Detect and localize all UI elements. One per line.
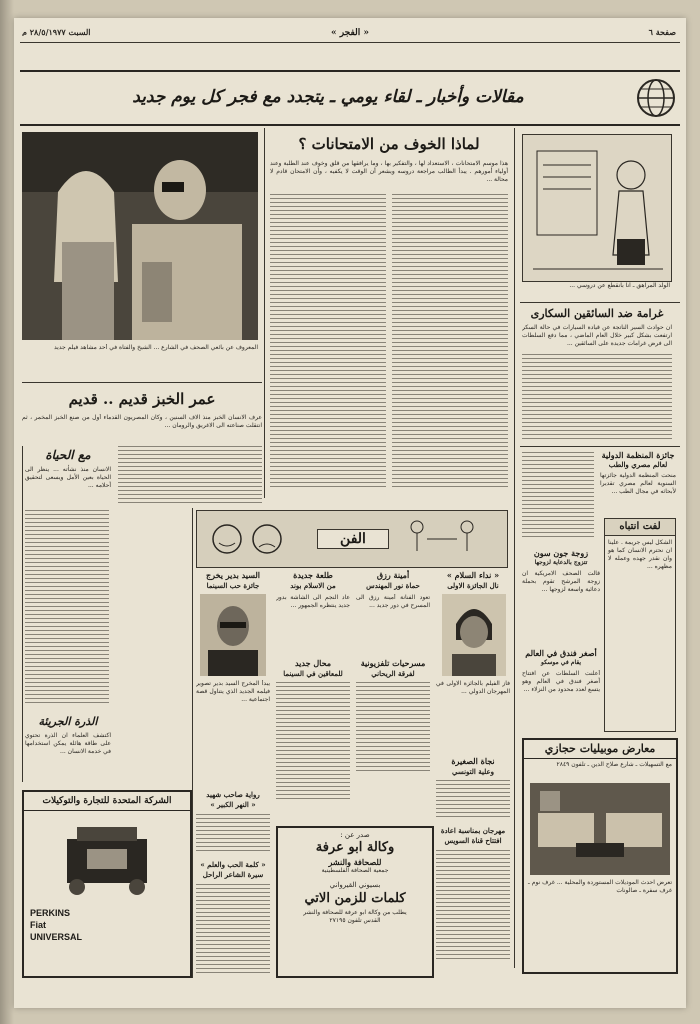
arts-story-2-subhead: من الاسلام بوند	[290, 581, 336, 590]
arts-secondary-5-subhead: « النهر الكبير »	[210, 800, 256, 809]
portrait-icon-2	[442, 594, 506, 676]
agency-note: يطلب من وكالة ابو عرفة للصحافة والنشر	[303, 909, 407, 916]
arts-secondary-2-subhead: لفرقة الريحاني	[371, 669, 415, 678]
atom-headline: الذرة الجريئة	[38, 715, 98, 728]
brand-perkins: PERKINS	[30, 908, 71, 918]
atom-body: اكتشف العلماء ان الذرة تحتوي على طاقة هائلة يمكن استخدامها في خدمة الانسان ...	[25, 732, 111, 755]
arts-secondary-1-subhead: للمعاقين في السينما	[283, 669, 343, 678]
arts-secondary-5-headline: رواية صاحب شهيد	[206, 790, 260, 799]
main-article-lead: هذا موسم الامتحانات ، الاستعداد لها ، والتفكير بها ، وما يرافقها من قلق وخوف عند الطلبة وعند أولياء أمورهم . يبدأ الطالب مراجعة دروسه ويشعر أن الوقت لا يكفيه ، وأن الامتحان قادم لا محالة ...	[270, 160, 508, 183]
arts-story-4-photo	[442, 594, 506, 676]
arts-secondary-4-subhead: افتتاح قناة السويس	[444, 836, 502, 845]
arts-banner	[196, 510, 508, 568]
rule-right-1	[520, 302, 680, 303]
cartoon	[522, 134, 672, 282]
arts-story-4-headline: « نداء السلام »	[446, 570, 500, 580]
header-rule	[20, 42, 680, 43]
furniture-ad-footer: مع التسهيلات ـ شارع صلاح الدين ـ تلفون ٢٨٤٩	[556, 761, 672, 768]
wife-headline: زوجة جون سون	[533, 548, 589, 558]
award-body: منحت المنظمة الدولية جائزتها السنوية لعالم مصري تقديرا لأبحاثه في مجال الطب ...	[600, 472, 676, 495]
arts-secondary-2-headline: مسرحيات تلفزيونية	[360, 658, 426, 668]
arts-secondary-4-text	[436, 850, 510, 960]
life-column	[22, 446, 113, 782]
newspaper-page	[14, 18, 686, 1008]
people-photo-icon	[22, 132, 258, 340]
arts-story-3-headline: أمينة رزق	[376, 570, 410, 580]
hotel-body: أعلنت السلطات عن افتتاح أصغر فندق في العالم وهو يتسع لعدد محدود من النزلاء ...	[522, 670, 600, 693]
bread-text	[118, 446, 262, 506]
life-body: الانسان منذ نشأته ... ينظر الى الحياة بعين الأمل ويسعى لتحقيق أحلامه ...	[25, 466, 111, 489]
wife-body: قالت الصحف الامريكية ان زوجة المرشح تقوم بحملة دعائية واسعة لزوجها ...	[522, 570, 600, 593]
cartoon-drawing-icon	[523, 135, 671, 281]
binding-shadow	[0, 0, 14, 1024]
agency-address: القدس تلفون ٢٧١٩٥	[329, 917, 381, 924]
hotel-headline: أصغر فندق في العالم	[525, 648, 597, 658]
life-headline: مع الحياة	[45, 448, 91, 462]
bread-headline: عمر الخبز قديم .. قديم	[68, 390, 216, 408]
arts-secondary-3-headline: نجاة الصغيرة	[451, 756, 495, 766]
main-article-text	[270, 194, 386, 490]
main-article-text-2	[392, 194, 508, 490]
paper-name: « الفجر »	[330, 28, 370, 38]
hotel-subhead: يقام في موسكو	[540, 659, 582, 666]
arts-story-2-headline: طلعة جديدة	[293, 570, 333, 580]
attention-title: لفت انتباه	[605, 519, 675, 536]
arts-story-1-subhead: جائزة حب السينما	[206, 581, 260, 590]
dancers-icon	[397, 517, 497, 561]
agency-author: بسيوني القيرواني	[329, 881, 381, 889]
main-headline: لماذا الخوف من الامتحانات ؟	[298, 135, 480, 153]
globe-icon	[636, 78, 676, 118]
award-subhead: لعالم مصري والطب	[608, 460, 668, 469]
furniture-ad	[522, 738, 678, 974]
award-text	[522, 452, 594, 540]
arts-story-4-subhead: نال الجائزة الاولى	[447, 581, 499, 590]
arts-secondary-6-headline: « كلمة الحب والعلم »	[200, 860, 266, 869]
agency-ad	[276, 826, 434, 978]
issue-date: السبت ٢٨/٥/١٩٧٧ م	[22, 28, 91, 36]
smokers-text	[522, 354, 672, 440]
agency-line2: جمعية الصحافة الفلسطينية	[321, 867, 389, 874]
award-headline: جائزة المنظمة الدولية	[601, 450, 675, 460]
smokers-headline: غرامة ضد السائقين السكارى	[530, 307, 664, 320]
arts-story-1-body: يبدأ المخرج السيد بدير تصوير فيلمه الجديد الذي يتناول قصة اجتماعية ...	[196, 680, 270, 703]
cartoon-caption: الولد المراهق ـ انا بانقطع عن دروسي ...	[569, 282, 670, 289]
arts-secondary-3-subhead: وعلية التونسي	[451, 767, 494, 776]
masks-icon	[207, 519, 297, 559]
furniture-ad-title: معارض موبيليات حجازي	[524, 740, 676, 759]
bread-body: عرف الانسان الخبز منذ آلاف السنين ، وكان المصريون القدماء أول من صنع الخبز المخمر ، ثم انتقلت صناعته الى الاغريق والرومان ...	[22, 414, 262, 429]
furniture-ad-body: تعرض احدث الموديلات المستوردة والمحلية ... غرف نوم ـ غرف سفرة ـ صالونات	[528, 879, 672, 894]
arts-secondary-1-headline: محال جديد	[294, 658, 332, 668]
arts-story-3-body: تعود الفنانة أمينة رزق الى المسرح في دور جديد ...	[356, 594, 430, 609]
brand-universal: UNIVERSAL	[30, 932, 83, 942]
arts-secondary-5-text	[196, 814, 270, 854]
smokers-body: ان حوادث السير الناتجة عن قيادة السيارات في حالة السكر ارتفعت بشكل كبير خلال العام الماضي ، مما دفع السلطات الى فرض غرامات جديدة على السائقين ...	[522, 324, 672, 347]
agency-pre: صدر عن :	[340, 831, 370, 839]
rule-right-2	[520, 446, 680, 447]
life-text	[25, 510, 109, 706]
column-divider-3	[192, 508, 193, 978]
page-label: صفحة ٦	[648, 28, 676, 36]
arts-secondary-1-text	[276, 682, 350, 802]
banner	[20, 70, 680, 126]
top-photo	[22, 132, 258, 340]
banner-title: مقالات وأخبار ـ لقاء يومي ـ يتجدد مع فجر كل يوم جديد	[132, 87, 524, 107]
brand-fiat: Fiat	[30, 920, 47, 930]
agency-name: وكالة ابو عرفة	[315, 840, 395, 855]
arts-secondary-4-headline: مهرجان بمناسبة اعادة	[440, 826, 506, 835]
arts-banner-label: الفن	[317, 529, 389, 549]
company-ad-title: الشركة المتحدة للتجارة والتوكيلات	[24, 792, 190, 811]
attention-body: الشكل ليس جريمة . علينا ان نحترم الانسان كما هو وان نقدر جهده وعمله لا مظهره ...	[608, 539, 672, 570]
rule-left-1	[22, 382, 262, 383]
agency-book-title: كلمات للزمن الاتي	[304, 891, 406, 906]
arts-secondary-6-subhead: سيرة الشاعر الراحل	[202, 870, 264, 879]
arts-story-2-body: عاد النجم الى الشاشة بدور جديد ينتظره الجمهور ...	[276, 594, 350, 609]
column-divider-2	[514, 128, 515, 968]
column-divider-1	[264, 128, 265, 498]
arts-secondary-3-text	[436, 780, 510, 820]
arts-story-3-subhead: حماة نور المهندس	[366, 581, 420, 590]
company-ad	[22, 790, 192, 978]
sofa-icon	[530, 783, 670, 875]
arts-secondary-6-text	[196, 884, 270, 974]
top-photo-caption: المعروف عن بائعي الصحف في الشارع ... الشيخ والفتاة في أحد مشاهد فيلم جديد	[54, 344, 258, 351]
engine-icon	[47, 819, 167, 899]
portrait-icon	[200, 594, 266, 676]
arts-story-1-photo	[200, 594, 266, 676]
arts-story-4-body: فاز الفيلم بالجائزة الاولى في المهرجان الدولي ...	[436, 680, 510, 695]
agency-sub: للصحافة والنشر	[328, 857, 382, 867]
arts-secondary-2-text	[356, 682, 430, 772]
attention-box	[604, 518, 676, 732]
arts-story-1-headline: السيد بدير يخرج	[205, 570, 260, 580]
wife-subhead: تتزوج بالدعاية لزوجها	[534, 559, 588, 566]
